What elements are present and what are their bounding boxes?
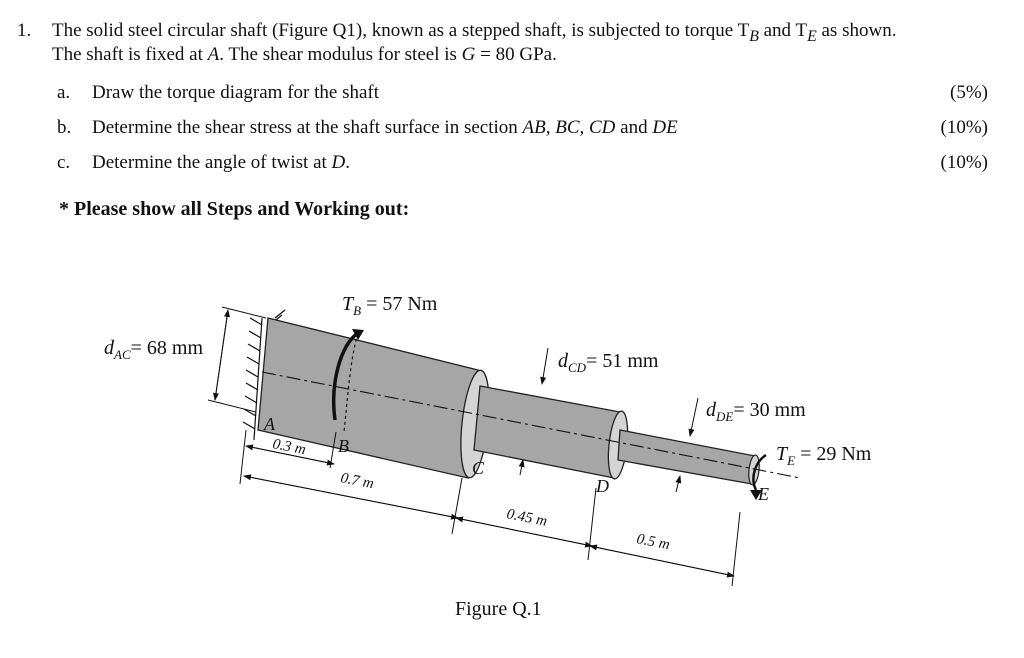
part-b-last-section: DE (652, 117, 678, 138)
part-a-marks: (5%) (950, 82, 988, 103)
tb-subscript: B (749, 27, 759, 45)
dcd-label-sub: CD (568, 360, 587, 375)
part-a-letter: a. (57, 82, 71, 103)
leader-dde (690, 398, 698, 436)
point-c: C (472, 458, 485, 478)
dcd-value: = 51 mm (586, 350, 659, 372)
point-a: A (264, 414, 275, 434)
te-subscript: E (807, 27, 817, 45)
part-c-post: . (345, 152, 351, 173)
intro-as-shown: as shown. (816, 20, 897, 41)
dcd-symbol: d (558, 350, 568, 372)
length-cd: 0.45 m (505, 506, 549, 530)
shaft-section-cd (474, 386, 620, 478)
tb-value: = 57 Nm (361, 293, 438, 315)
part-b-marks: (10%) (940, 117, 988, 138)
intro-text: The solid steel circular shaft (Figure Q1), known as a stepped shaft, is subjected to torque T (52, 20, 750, 41)
part-b-sections: AB, BC, CD (522, 117, 616, 138)
dac-label-sub: AC (114, 347, 131, 362)
question-number: 1. (17, 20, 32, 41)
part-c-marks: (10%) (940, 152, 988, 173)
intro-line2a: The shaft is fixed at (52, 44, 208, 65)
dac-value: = 68 mm (130, 337, 204, 359)
leader-c (520, 460, 523, 475)
point-e: E (758, 484, 769, 504)
part-b-and: and (615, 117, 653, 138)
dde-value: = 30 mm (733, 399, 806, 421)
dac-symbol: d (104, 337, 114, 359)
part-b-pre: Determine the shear stress at the shaft surface in section (92, 117, 523, 138)
intro-line2b: . The shear modulus for steel is (219, 44, 462, 65)
label-tb (342, 293, 438, 318)
te-symbol: T (776, 443, 788, 465)
length-ab: 0.3 m (271, 436, 308, 459)
dde-label-sub: DE (716, 409, 734, 424)
tb-label-sub: B (353, 303, 362, 318)
label-dac (104, 337, 203, 362)
dde-symbol: d (706, 399, 716, 421)
length-de: 0.5 m (635, 531, 672, 554)
label-dcd (558, 350, 659, 375)
te-value: = 29 Nm (795, 443, 872, 465)
tb-symbol: T (342, 293, 354, 315)
label-dde (706, 399, 806, 424)
label-te (776, 443, 872, 468)
length-bc: 0.7 m (339, 470, 376, 493)
working-note: * Please show all Steps and Working out: (59, 198, 410, 220)
part-c-pre: Determine the angle of twist at (92, 152, 332, 173)
intro-g-symbol: G (461, 44, 476, 65)
leader-dcd (542, 348, 548, 384)
part-c-letter: c. (57, 152, 71, 173)
point-d: D (596, 476, 609, 496)
leader-d (676, 476, 680, 492)
intro-point-a: A (207, 44, 220, 65)
intro-and: and T (758, 20, 808, 41)
te-label-sub: E (787, 453, 796, 468)
part-c-point: D (331, 152, 346, 173)
part-b-letter: b. (57, 117, 72, 138)
intro-line2c: = 80 GPa. (475, 44, 557, 65)
figure-caption: Figure Q.1 (455, 598, 542, 620)
point-b: B (338, 436, 349, 456)
part-a-text: Draw the torque diagram for the shaft (92, 82, 380, 103)
shaft-section-de (618, 430, 755, 484)
